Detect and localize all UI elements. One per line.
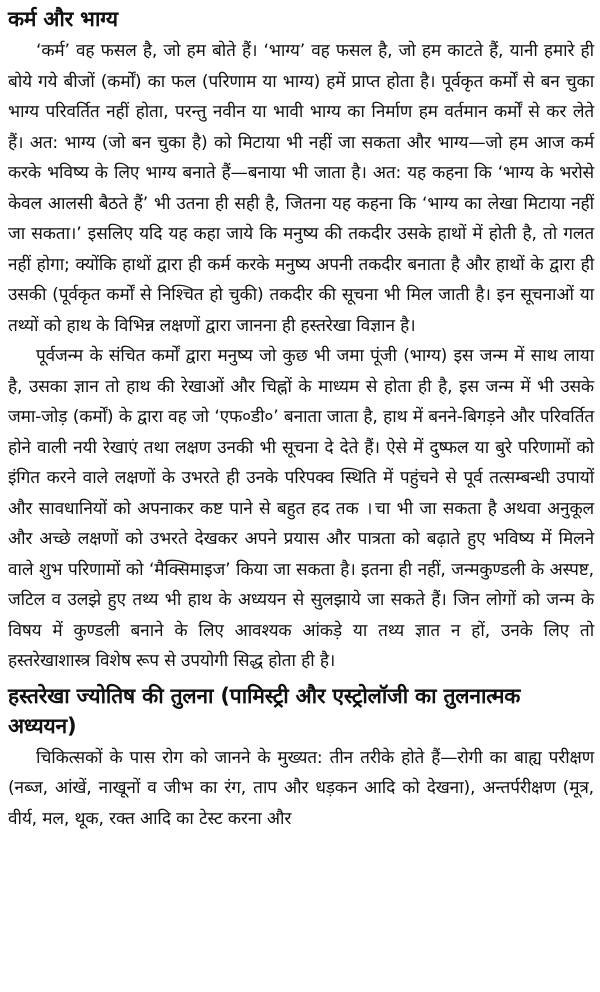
- paragraph-2: पूर्वजन्म के संचित कर्मों द्वारा मनुष्य जो कुछ भी जमा पूंजी (भाग्य) इस जन्म में साथ लाया है, उसका ज्ञान तो हाथ की रेखाओं और चिह्नों के माध्यम से होता ही है, इस जन्म में भी उसके जमा-जोड़ (कर्मों) के द्वारा वह जो ‘एफ०डी०’ बनाता जाता है, हाथ में बनने-बिगड़ने और परिवर्तित होने वाली नयी रेखाएं तथा लक्षण उनकी भी सूचना दे देते हैं। ऐसे में दुष्फल या बुरे परिणामों को इंगित करने वाले लक्षणों के उभरते ही उनके परिपक्व स्थिति में पहुंचने से पूर्व तत्सम्बन्धी उपायों और सावधानियों को अपनाकर कष्ट पाने से बहुत हद तक ꠰चा भी जा सकता है अथवा अनुकूल और अच्छे लक्षणों को उभरते देखकर अपने प्रयास और पात्रता को बढ़ाते हुए भविष्य में मिलने वाले शुभ परिणामों को ‘मैक्सिमाइज’ किया जा सकता है। इतना ही नहीं, जन्मकुण्डली के अस्पष्ट, जटिल व उलझे हुए तथ्य भी हाथ के अध्ययन से सुलझाये जा सकते हैं। जिन लोगों को जन्म के विषय में कुण्डली बनाने के लिए आवश्यक आंकड़े या तथ्य ज्ञात न हों, उनके लिए तो हस्तरेखाशास्त्र विशेष रूप से उपयोगी सिद्ध होता ही है।: [8, 346, 594, 671]
- section-heading-palmistry-comparison: हस्तरेखा ज्योतिष की तुलना (पामिस्ट्री और एस्ट्रोलॉजी का तुलनात्मक अध्ययन): [8, 683, 521, 738]
- paragraph-1: ‘कर्म’ वह फसल है, जो हम बोते हैं। ‘भाग्य’ वह फसल है, जो हम काटते हैं, यानी हमारे ही बोये गये बीजों (कर्मों) का फल (परिणाम या भाग्य) हमें प्राप्त होता है। पूर्वकृत कर्मों से बन चुका भाग्य परिवर्तित नहीं होता, परन्तु नवीन या भावी भाग्य का निर्माण हम वर्तमान कर्मों से कर लेते हैं। अत: भाग्य (जो बन चुका है) को मिटाया भी नहीं जा सकता और भाग्य—जो हम आज कर्म करके भविष्य के लिए भाग्य बनाते हैं—बनाया भी जाता है। अत: यह कहना कि ‘भाग्य के भरोसे केवल आलसी बैठते हैं’ भी उतना ही सही है, जितना यह कहना कि ‘भाग्य का लेखा मिटाया नहीं जा सकता।’ इसलिए यदि यह कहा जाये कि मनुष्य की तकदीर उसके हाथों में होती है, तो गलत नहीं होगा; क्योंकि हाथों द्वारा ही कर्म करके मनुष्य अपनी तकदीर बनाता है और हाथों के द्वारा ही उसकी (पूर्वकृत कर्मों से निश्चित हो चुकी) तकदीर की सूचना भी मिल जाती है। इन सूचनाओं या तथ्यों को हाथ के विभिन्न लक्षणों द्वारा जानना ही हस्तरेखा विज्ञान है।: [8, 41, 594, 336]
- section-heading-karma-bhagya: कर्म और भाग्य: [8, 7, 118, 31]
- paragraph-3: चिकित्सकों के पास रोग को जानने के मुख्यत: तीन तरीके होते हैं—रोगी का बाह्य परीक्षण (नब्ज, आंखें, नाखूनों व जीभ का रंग, ताप और धड़कन आदि को देखना), अन्तर्परीक्षण (मूत्र, वीर्य, मल, थूक, रक्त आदि का टेस्ट करना और: [8, 747, 594, 829]
